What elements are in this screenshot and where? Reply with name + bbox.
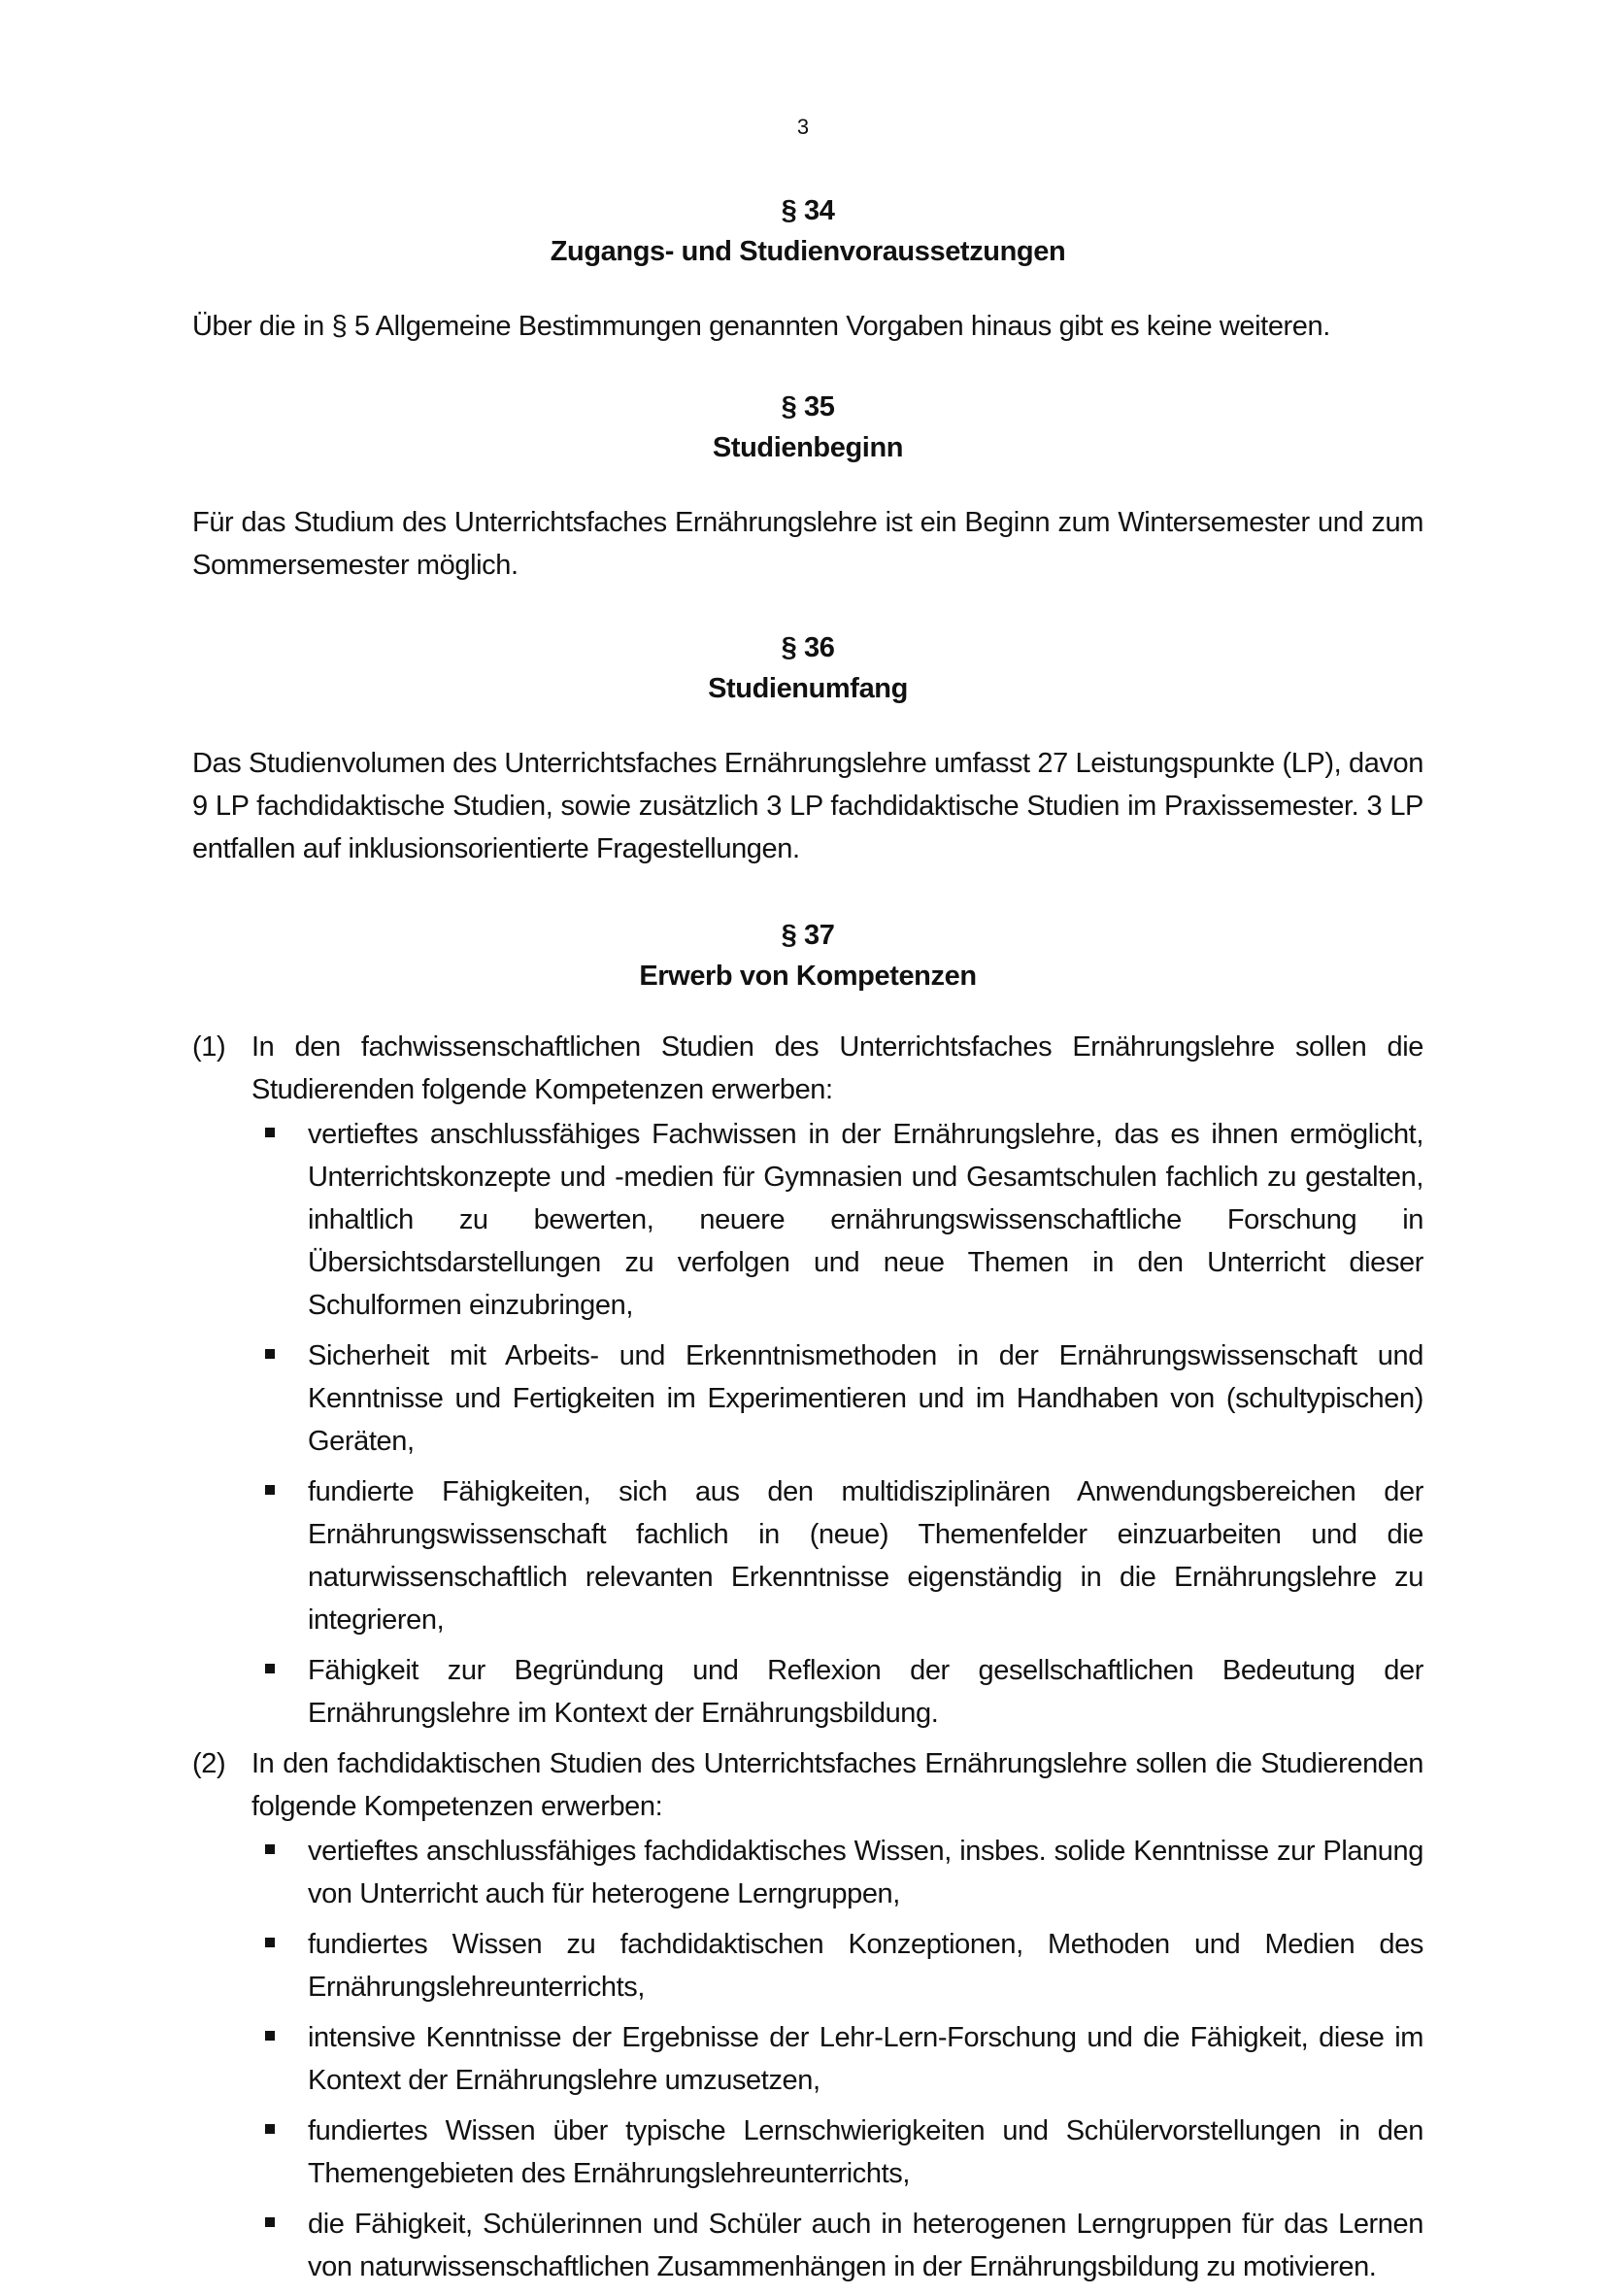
paragraph-number: (2) <box>192 1748 226 1779</box>
section-heading <box>192 627 1423 709</box>
square-bullet-icon <box>265 2031 275 2041</box>
section-title: Studienumfang <box>708 673 908 704</box>
bullet-list <box>251 1113 1423 1735</box>
page-content <box>192 190 1423 2296</box>
section-number: § 36 <box>781 632 835 663</box>
list-item-text: fundierte Fähigkeiten, sich aus den multidisziplinären Anwendungsbereichen der Ernährungswissenschaft fachlich in (neue) Themenfelder einzuarbeiten und die naturwissenschaftlich relevanten Erkenntnisse eigenständig in die Ernährungslehre zu integrieren, <box>308 1476 1423 1636</box>
section-number: § 35 <box>781 391 835 422</box>
list-item-text: fundiertes Wissen zu fachdidaktischen Konzeptionen, Methoden und Medien des Ernährungslehreunterrichts, <box>308 1929 1423 2003</box>
section-35 <box>192 387 1423 587</box>
section-heading <box>192 190 1423 272</box>
square-bullet-icon <box>265 1349 275 1359</box>
section-36 <box>192 627 1423 870</box>
list-item-text: die Fähigkeit, Schülerinnen und Schüler auch in heterogenen Lerngruppen für das Lernen von naturwissenschaftlichen Zusammenhängen in der Ernährungsbildung zu motivieren. <box>308 2209 1423 2282</box>
section-heading <box>192 915 1423 996</box>
section-heading <box>192 387 1423 468</box>
square-bullet-icon <box>265 1664 275 1673</box>
numbered-paragraph-1 <box>192 1026 1423 1735</box>
square-bullet-icon <box>265 2217 275 2227</box>
list-item <box>251 1923 1423 2009</box>
section-title: Zugangs- und Studienvoraussetzungen <box>550 236 1066 267</box>
list-item <box>251 1113 1423 1327</box>
section-text: Das Studienvolumen des Unterrichtsfaches Ernährungslehre umfasst 27 Leistungspunkte (LP), davon 9 LP fachdidaktische Studien, sowie zusätzlich 3 LP fachdidaktische Studien im Praxissemester. 3 LP entfallen auf inklusionsorientierte Fragestellungen. <box>192 748 1423 864</box>
list-item <box>251 2110 1423 2195</box>
paragraph-number: (1) <box>192 1031 226 1063</box>
list-item <box>251 1470 1423 1641</box>
list-item-text: vertieftes anschlussfähiges Fachwissen in der Ernährungslehre, das es ihnen ermöglicht, Unterrichtskonzepte und -medien für Gymnasien und Gesamtschulen fachlich zu gestalten, inhaltlich zu bewerten, neuere ernährungswissenschaftliche Forschung in Übersichtsdarstellungen zu verfolgen und neue Themen in den Unterricht dieser Schulformen einzubringen, <box>308 1119 1423 1321</box>
list-item <box>251 1334 1423 1463</box>
section-title: Erwerb von Kompetenzen <box>639 961 977 992</box>
square-bullet-icon <box>265 1128 275 1137</box>
list-item <box>251 2016 1423 2102</box>
list-item-text: fundiertes Wissen über typische Lernschwierigkeiten und Schülervorstellungen in den Themengebieten des Ernährungslehreunterrichts, <box>308 2115 1423 2189</box>
page-number: 3 <box>796 115 810 139</box>
list-item-text: Fähigkeit zur Begründung und Reflexion der gesellschaftlichen Bedeutung der Ernährungslehre im Kontext der Ernährungsbildung. <box>308 1655 1423 1729</box>
section-34 <box>192 190 1423 348</box>
numbered-paragraph-2 <box>192 1742 1423 2288</box>
list-item-text: Sicherheit mit Arbeits- und Erkenntnismethoden in der Ernährungswissenschaft und Kenntnisse und Fertigkeiten im Experimentieren und im Handhaben von (schultypischen) Geräten, <box>308 1340 1423 1457</box>
bullet-list <box>251 1830 1423 2288</box>
square-bullet-icon <box>265 1485 275 1495</box>
section-number: § 34 <box>781 195 835 226</box>
list-item <box>251 1830 1423 1915</box>
list-item <box>251 1649 1423 1735</box>
section-text: Für das Studium des Unterrichtsfaches Ernährungslehre ist ein Beginn zum Wintersemester und zum Sommersemester möglich. <box>192 507 1423 581</box>
paragraph-text: In den fachwissenschaftlichen Studien des Unterrichtsfaches Ernährungslehre sollen die Studierenden folgende Kompetenzen erwerben: <box>251 1031 1423 1105</box>
square-bullet-icon <box>265 2124 275 2134</box>
list-item-text: vertieftes anschlussfähiges fachdidaktisches Wissen, insbes. solide Kenntnisse zur Planung von Unterricht auch für heterogene Lerngruppen, <box>308 1836 1423 1909</box>
section-text: Über die in § 5 Allgemeine Bestimmungen genannten Vorgaben hinaus gibt es keine weiteren. <box>192 311 1330 342</box>
list-item <box>251 2203 1423 2288</box>
section-title: Studienbeginn <box>712 432 904 463</box>
paragraph-text: In den fachdidaktischen Studien des Unterrichtsfaches Ernährungslehre sollen die Studierenden folgende Kompetenzen erwerben: <box>251 1748 1423 1822</box>
section-37 <box>192 915 1423 2288</box>
square-bullet-icon <box>265 1844 275 1854</box>
list-item-text: intensive Kenntnisse der Ergebnisse der Lehr-Lern-Forschung und die Fähigkeit, diese im Kontext der Ernährungslehre umzusetzen, <box>308 2022 1423 2096</box>
section-number: § 37 <box>781 920 835 951</box>
square-bullet-icon <box>265 1938 275 1947</box>
